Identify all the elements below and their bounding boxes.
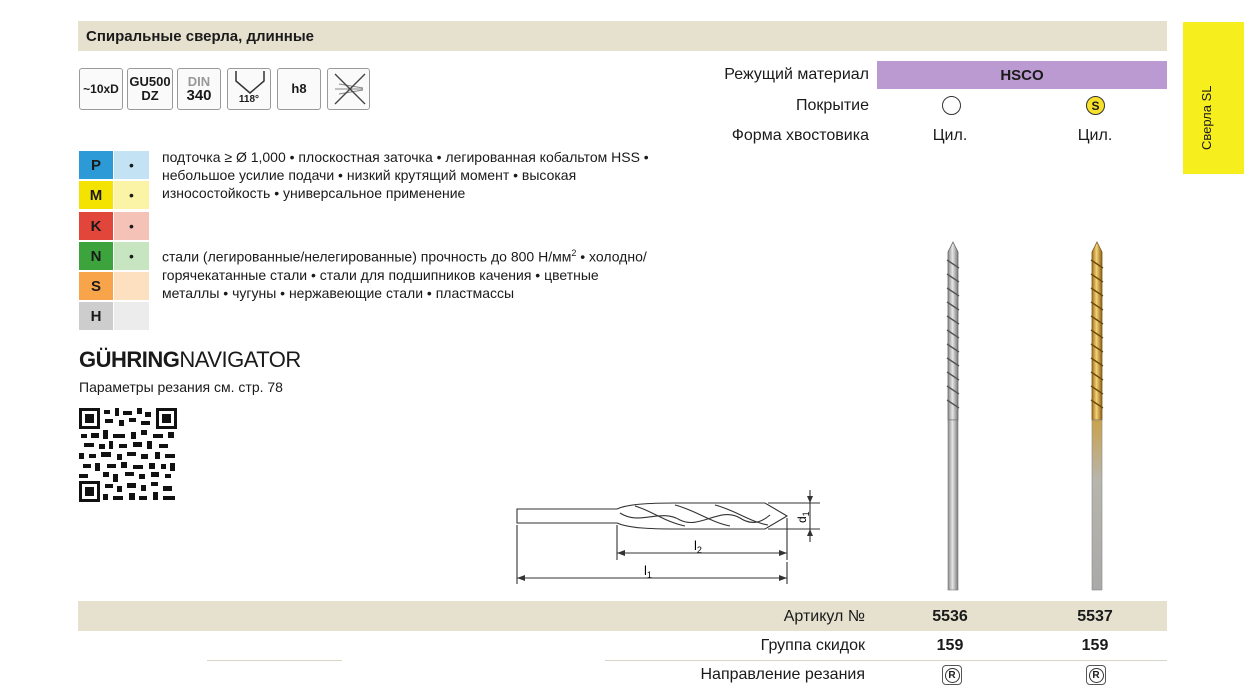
- l1-extension: [517, 525, 787, 584]
- iso-row-k: [79, 212, 149, 240]
- iso-dot-s: [114, 272, 149, 300]
- iso-letter-p: P: [79, 151, 113, 179]
- materials-text: стали (легированные/нелегированные) прочность до 800 $Н/мм^2$ • холодно/горячекатанные стали • стали для подшипников качения • цветные металлы • чугуны • нержавеющие стали • пластмассы: [162, 248, 647, 301]
- standard-icon: GU500 DZ: [127, 68, 173, 110]
- qr-code[interactable]: [79, 408, 177, 502]
- guhring-navigator-logo: GÜHRINGNAVIGATOR: [79, 347, 301, 372]
- coating-s-icon: S: [1086, 96, 1105, 115]
- shank-value-2: Цил.: [1077, 127, 1113, 144]
- iso-dot-n: •: [114, 242, 149, 270]
- iso-dot-m: •: [114, 181, 149, 209]
- cutting-material-label: Режущий материал: [724, 66, 869, 83]
- side-tab-label: Сверла SL: [1199, 85, 1214, 150]
- point-angle-glyph: [230, 71, 270, 95]
- iso-row-m: [79, 181, 149, 209]
- right-hand-cut-icon-2: R: [1086, 665, 1106, 685]
- length-icon: ~10xD: [79, 68, 123, 110]
- iso-row-h: [79, 302, 149, 330]
- d1-label: $d_1$: [795, 511, 811, 523]
- iso-letter-m: M: [79, 181, 113, 209]
- no-coolant-icon: [327, 68, 370, 110]
- iso-dot-h: [114, 302, 149, 330]
- iso-row-n: [79, 242, 149, 270]
- article-number-2[interactable]: 5537: [1077, 608, 1113, 625]
- article-number-1[interactable]: 5536: [932, 608, 968, 625]
- uncoated-circle-icon: [942, 96, 961, 115]
- drill-outline: [517, 503, 787, 529]
- drill-dimension-drawing: [500, 482, 830, 592]
- l2-label: $l_2$: [694, 538, 702, 555]
- drill-image-hsco-bright: [938, 240, 968, 592]
- right-hand-cut-icon-1: R: [942, 665, 962, 685]
- page-title: Спиральные сверла, длинные: [86, 28, 314, 45]
- cutting-material-value: HSCO: [877, 61, 1167, 89]
- l1-label: $l_1$: [644, 563, 652, 580]
- iso-row-s: [79, 272, 149, 300]
- iso-row-p: [79, 151, 149, 179]
- features-text: подточка ≥ Ø 1,000 • плоскостная заточка • легированная кобальтом HSS • небольшое усилие подачи • низкий крутящий момент • высокая износостойкость • универсальное применение: [162, 149, 649, 201]
- discount-group-2: 159: [1081, 637, 1109, 654]
- cutting-params-text: Параметры резания см. стр. 78: [79, 379, 283, 395]
- iso-letter-s: S: [79, 272, 113, 300]
- shank-label: Форма хвостовика: [731, 127, 869, 144]
- iso-dot-p: •: [114, 151, 149, 179]
- iso-letter-n: N: [79, 242, 113, 270]
- drill-image-hsco-tin: [1082, 240, 1112, 592]
- din-icon: DIN 340: [177, 68, 221, 110]
- no-coolant-glyph: [329, 70, 369, 108]
- tolerance-icon: h8: [277, 68, 321, 110]
- discount-label: Группа скидок: [760, 637, 865, 654]
- point-angle-icon: 118°: [227, 68, 271, 110]
- article-label: Артикул №: [783, 608, 865, 625]
- l2-extension: [617, 518, 787, 560]
- iso-letter-h: H: [79, 302, 113, 330]
- iso-dot-k: •: [114, 212, 149, 240]
- discount-group-1: 159: [936, 637, 964, 654]
- direction-label: Направление резания: [700, 666, 865, 683]
- iso-letter-k: K: [79, 212, 113, 240]
- shank-value-1: Цил.: [932, 127, 968, 144]
- coating-label: Покрытие: [796, 97, 869, 114]
